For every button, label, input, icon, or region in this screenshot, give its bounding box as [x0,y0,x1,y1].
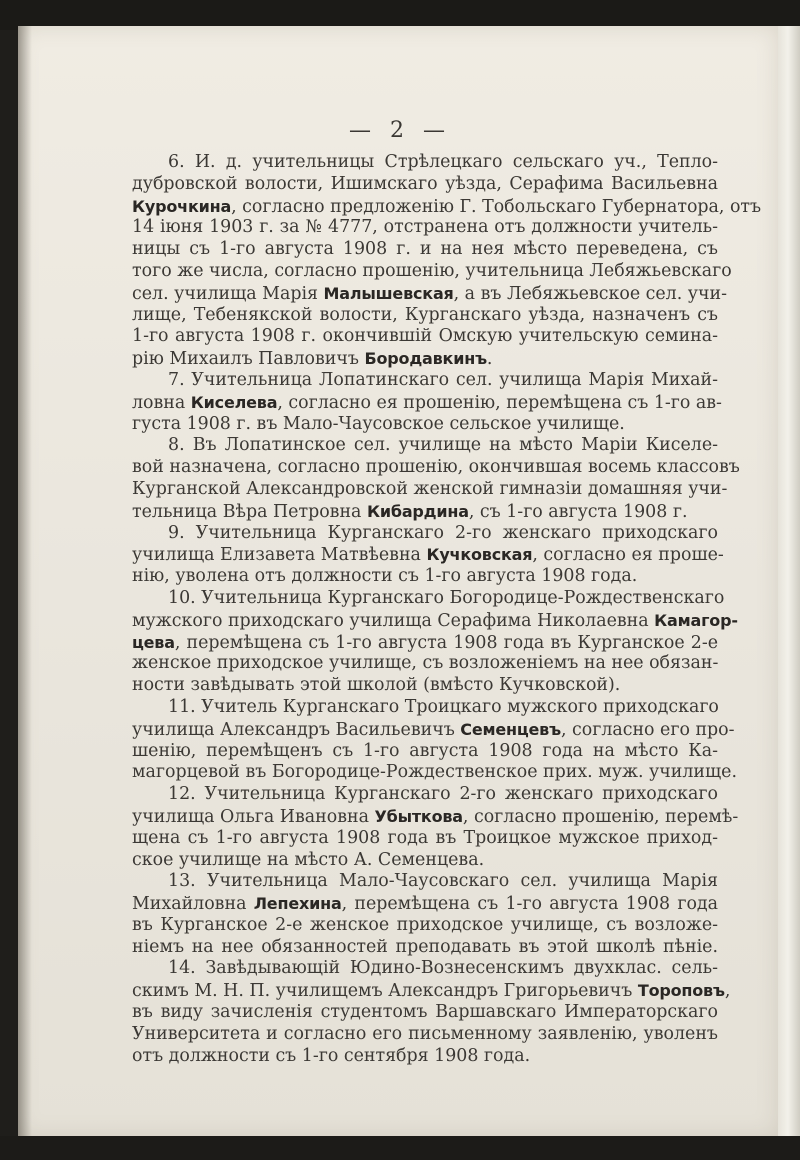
text-line: вой назначена, согласно прошенію, окончившая восемь классовъ [132,457,740,478]
text-span: рію Михаилъ Павловичъ [132,349,365,370]
surname-bold: Малышевская [323,283,454,303]
text-line: 14. Завѣдывающій Юдино-Вознесенскимъ двухклас. сель- [168,958,718,979]
page-number: — 2 — [349,118,451,143]
text-line [132,196,762,218]
text-span: мужского приходскаго училища Серафима Николаевна [132,610,655,631]
surname-bold: Бородавкинъ [364,349,487,369]
text-line [132,980,731,1002]
text-line: ницы съ 1-го августа 1908 г. и на нея мѣсто переведена, съ [132,239,718,260]
text-line: 12. Учительница Курганскаго 2-го женскаго приходскаго [168,784,718,805]
text-line: 8. Въ Лопатинское сел. училище на мѣсто Маріи Киселе- [168,435,718,456]
text-span: училища Елизавета Матвѣевна [132,545,427,566]
text-span: ловна [132,392,191,413]
text-line [132,544,724,566]
next-page-edge [778,26,800,1160]
text-line: въ виду зачисленія студентомъ Варшавскаго Императорскаго [132,1002,718,1023]
text-line: Курганской Александровской женской гимназіи домашняя учи- [132,478,728,499]
text-line: 9. Учительница Курганскаго 2-го женскаго приходскаго [168,522,718,543]
text-line: дубровской волости, Ишимскаго уѣзда, Серафима Васильевна [132,173,718,194]
surname-bold: Кучковская [426,545,533,565]
text-span: , перемѣщена съ 1-го августа 1908 года въ Курганское 2-е [174,632,718,653]
text-span: , а въ Лебяжьевское сел. учи- [453,283,727,304]
text-line: густа 1908 г. въ Мало-Чаусовское сельское училище. [132,413,625,434]
text-line: лище, Тебенякской волости, Курганскаго уѣзда, назначенъ съ [132,304,718,325]
text-line [132,501,718,523]
text-line: отъ должности съ 1-го сентября 1908 года. [132,1045,531,1066]
text-line: ніемъ на нее обязанностей преподавать въ этой школѣ пѣніе. [132,936,718,957]
text-line: 1-го августа 1908 г. окончившій Омскую учительскую семина- [132,326,718,347]
text-line: 11. Учитель Курганскаго Троицкаго мужского приходскаго [168,696,719,717]
surname-bold: Семенцевъ [460,719,561,739]
text-line [132,806,739,828]
text-line [132,610,738,632]
text-span: , согласно прошенію, перемѣ- [462,806,739,827]
document-body [132,152,762,1067]
surname-bold: Лепехина [253,894,342,914]
surname-bold: Убыткова [374,806,463,826]
text-span: , согласно ея проше- [532,545,724,566]
text-span: , согласно его про- [560,719,735,740]
surname-bold: Тороповъ [637,981,725,1001]
text-span: сел. училища Марія [132,283,324,304]
text-line: магорцевой въ Богородице-Рождественское прих. муж. училище. [132,762,737,783]
text-line: 7. Учительница Лопатинскаго сел. училища Марія Михай- [168,369,718,390]
text-span: училища Ольга Ивановна [132,806,375,827]
text-line [132,392,722,414]
surname-bold: Курочкина [132,196,232,216]
text-line: женское приходское училище, съ возложеніемъ на нее обязан- [132,653,719,674]
surname-bold: Киселева [190,392,278,412]
text-span: , [724,981,731,1002]
text-span: , съ 1-го августа 1908 г. [468,501,688,522]
text-line: нію, уволена отъ должности съ 1-го августа 1908 года. [132,566,638,587]
binding-shadow [18,26,32,1136]
text-line: шенію, перемѣщенъ съ 1-го августа 1908 года на мѣсто Ка- [132,740,718,761]
text-span: училища Александръ Васильевичъ [132,719,461,740]
surname-bold: цева [132,632,175,652]
text-line [132,632,718,654]
text-line: 14 іюня 1903 г. за № 4777, отстранена отъ должности учитель- [132,217,718,238]
text-line: въ Курганское 2-е женское приходское училище, съ возложе- [132,914,718,935]
text-line: 6. И. д. учительницы Стрѣлецкаго сельскаго уч., Тепло- [168,152,718,172]
surname-bold: Камагор- [654,610,738,630]
text-line [132,719,735,741]
text-line: ское училище на мѣсто А. Семенцева. [132,849,485,870]
text-span: , перемѣщена съ 1-го августа 1908 года [341,894,718,915]
surname-bold: Кибардина [366,501,469,521]
text-span: скимъ М. Н. П. училищемъ Александръ Григорьевичъ [132,981,638,1002]
text-line: того же числа, согласно прошенію, учительница Лебяжьевскаго [132,260,732,281]
text-line [132,893,718,915]
text-line: щена съ 1-го августа 1908 года въ Троицкое мужское приход- [132,827,718,848]
text-span: , согласно предложенію Г. Тобольскаго Губернатора, отъ [231,196,762,217]
text-line: Университета и согласно его письменному заявленію, уволенъ [132,1023,718,1044]
scan-background-bottom [0,1136,800,1160]
text-line: 10. Учительница Курганскаго Богородице-Рождественскаго [168,587,725,608]
text-span: тельница Вѣра Петровна [132,501,367,522]
text-span: Михайловна [132,894,254,915]
text-line: ности завѣдывать этой школой (вмѣсто Кучковской). [132,675,621,696]
text-line [132,283,727,305]
text-line: 13. Учительница Мало-Чаусовскаго сел. училища Марія [168,871,718,892]
text-span: . [486,349,493,370]
text-line [132,348,718,370]
text-span: , согласно ея прошенію, перемѣщена съ 1-го ав- [277,392,722,413]
